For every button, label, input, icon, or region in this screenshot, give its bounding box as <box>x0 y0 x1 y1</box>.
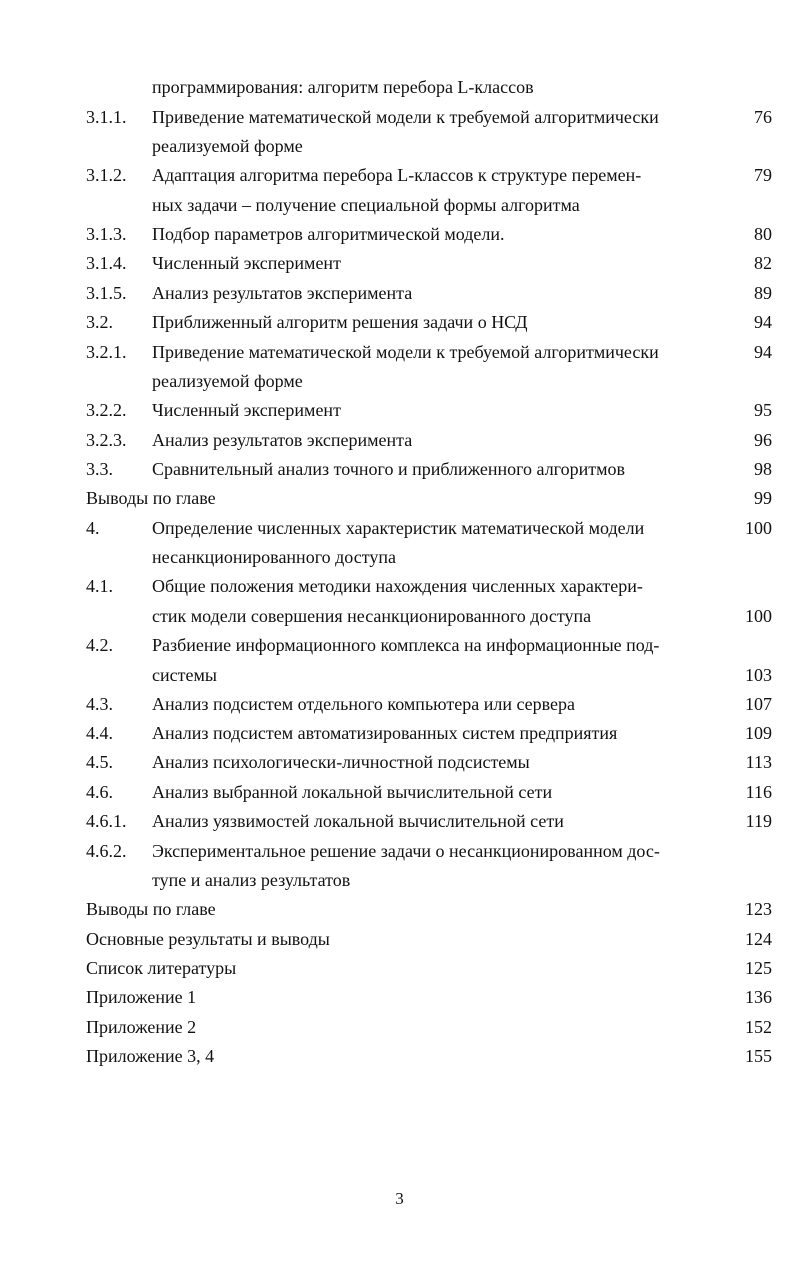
toc-entry <box>0 573 799 599</box>
toc-page: 95 <box>754 400 772 420</box>
toc-title: Выводы по главе <box>86 488 216 508</box>
toc-page: 94 <box>754 342 772 362</box>
toc-page: 123 <box>745 899 772 919</box>
toc-page: 103 <box>745 665 772 685</box>
toc-title: Приведение математической модели к требуемой алгоритмически <box>152 107 659 127</box>
toc-title: Экспериментальное решение задачи о несанкционированном дос- <box>152 841 660 861</box>
toc-title: Анализ результатов эксперимента <box>152 283 413 303</box>
toc-entry <box>0 162 799 188</box>
toc-title: Адаптация алгоритма перебора L-классов к структуре перемен- <box>152 165 642 185</box>
toc-line <box>0 74 799 100</box>
toc-entry <box>0 896 799 922</box>
toc-number: 4.1. <box>86 576 113 596</box>
toc-number: 3.1.5. <box>86 283 127 303</box>
toc-entry <box>0 397 799 423</box>
toc-title: Анализ подсистем отдельного компьютера или сервера <box>152 694 576 714</box>
toc-title: реализуемой форме <box>152 371 303 391</box>
toc-entry <box>0 1014 799 1040</box>
toc-line <box>0 603 799 629</box>
toc-title: Анализ психологически-личностной подсистемы <box>152 752 530 772</box>
toc-number: 3.3. <box>86 459 113 479</box>
toc-entry <box>0 955 799 981</box>
toc-number: 3.1.3. <box>86 224 127 244</box>
toc-title: Основные результаты и выводы <box>86 929 330 949</box>
toc-number: 3.2.2. <box>86 400 127 420</box>
toc-title: Численный эксперимент <box>152 400 341 420</box>
toc-title: Анализ выбранной локальной вычислительной сети <box>152 782 553 802</box>
toc-title: Список литературы <box>86 958 237 978</box>
toc-page: 152 <box>745 1017 772 1037</box>
toc-title: Сравнительный анализ точного и приближенного алгоритмов <box>152 459 626 479</box>
toc-title: Выводы по главе <box>86 899 216 919</box>
toc-entry <box>0 838 799 864</box>
toc-page: 116 <box>745 782 772 802</box>
toc-page: 119 <box>745 811 772 831</box>
toc-page: 89 <box>754 283 772 303</box>
toc-title: несанкционированного доступа <box>152 547 396 567</box>
toc-page: 76 <box>754 107 772 127</box>
toc-entry <box>0 104 799 130</box>
toc-entry <box>0 808 799 834</box>
toc-number: 3.1.4. <box>86 253 127 273</box>
toc-title: стик модели совершения несанкционированного доступа <box>152 606 592 626</box>
toc-number: 4.2. <box>86 635 113 655</box>
toc-title: системы <box>152 665 217 685</box>
toc-title: Анализ уязвимостей локальной вычислительной сети <box>152 811 564 831</box>
toc-number: 4.6.2. <box>86 841 127 861</box>
toc-entry <box>0 280 799 306</box>
toc-number: 4.5. <box>86 752 113 772</box>
toc-title: Приведение математической модели к требуемой алгоритмически <box>152 342 659 362</box>
toc-title: Приближенный алгоритм решения задачи о НСД <box>152 312 528 332</box>
toc-entry <box>0 926 799 952</box>
toc-entry <box>0 339 799 365</box>
toc-page: 99 <box>754 488 772 508</box>
toc-title: Разбиение информационного комплекса на информационные под- <box>152 635 660 655</box>
toc-number: 3.1.1. <box>86 107 127 127</box>
toc-line <box>0 544 799 570</box>
page-number: 3 <box>395 1189 404 1208</box>
toc-line <box>0 368 799 394</box>
toc-entry <box>0 250 799 276</box>
toc-entry <box>0 632 799 658</box>
toc-title: Подбор параметров алгоритмической модели. <box>152 224 505 244</box>
toc-entry <box>0 515 799 541</box>
toc-entry <box>0 221 799 247</box>
toc-number: 4.6. <box>86 782 113 802</box>
toc-page: 125 <box>745 958 772 978</box>
toc-title: Приложение 2 <box>86 1017 197 1037</box>
toc-page: 82 <box>754 253 772 273</box>
toc-title: Анализ результатов эксперимента <box>152 430 413 450</box>
toc-number: 3.2.3. <box>86 430 127 450</box>
toc-title: Анализ подсистем автоматизированных систем предприятия <box>152 723 618 743</box>
toc-entry <box>0 427 799 453</box>
toc-number: 4. <box>86 518 100 538</box>
toc-title: тупе и анализ результатов <box>152 870 351 890</box>
toc-title: реализуемой форме <box>152 136 303 156</box>
toc-page: 79 <box>754 165 772 185</box>
toc-page: 96 <box>754 430 772 450</box>
toc-page: 155 <box>745 1046 772 1066</box>
toc-page: 94 <box>754 312 772 332</box>
toc-entry <box>0 1043 799 1069</box>
toc-line <box>0 867 799 893</box>
toc-title: ных задачи – получение специальной формы алгоритма <box>152 195 580 215</box>
toc-number: 3.1.2. <box>86 165 127 185</box>
toc-title: Общие положения методики нахождения численных характери- <box>152 576 643 596</box>
toc-page: 136 <box>745 987 772 1007</box>
toc-page: 80 <box>754 224 772 244</box>
toc-page: 98 <box>754 459 772 479</box>
toc-entry <box>0 309 799 335</box>
toc-entry <box>0 779 799 805</box>
toc-line <box>0 133 799 159</box>
toc-number: 4.3. <box>86 694 113 714</box>
toc-entry <box>0 749 799 775</box>
toc-entry <box>0 720 799 746</box>
toc-title: Приложение 3, 4 <box>86 1046 215 1066</box>
toc-page: 109 <box>745 723 772 743</box>
toc-number: 4.6.1. <box>86 811 127 831</box>
toc-page: 124 <box>745 929 772 949</box>
toc-entry <box>0 984 799 1010</box>
toc-entry <box>0 456 799 482</box>
toc-entry <box>0 691 799 717</box>
toc-number: 3.2.1. <box>86 342 127 362</box>
toc-line <box>0 662 799 688</box>
toc-title: программирования: алгоритм перебора L-классов <box>152 77 534 97</box>
toc-page: 113 <box>745 752 772 772</box>
toc-number: 3.2. <box>86 312 113 332</box>
toc-number: 4.4. <box>86 723 113 743</box>
toc-page: 100 <box>745 518 772 538</box>
toc-page: 100 <box>745 606 772 626</box>
toc-title: Определение численных характеристик математической модели <box>152 518 645 538</box>
toc-title: Численный эксперимент <box>152 253 341 273</box>
toc-line <box>0 192 799 218</box>
toc-title: Приложение 1 <box>86 987 197 1007</box>
toc-entry <box>0 485 799 511</box>
toc-page: 107 <box>745 694 772 714</box>
